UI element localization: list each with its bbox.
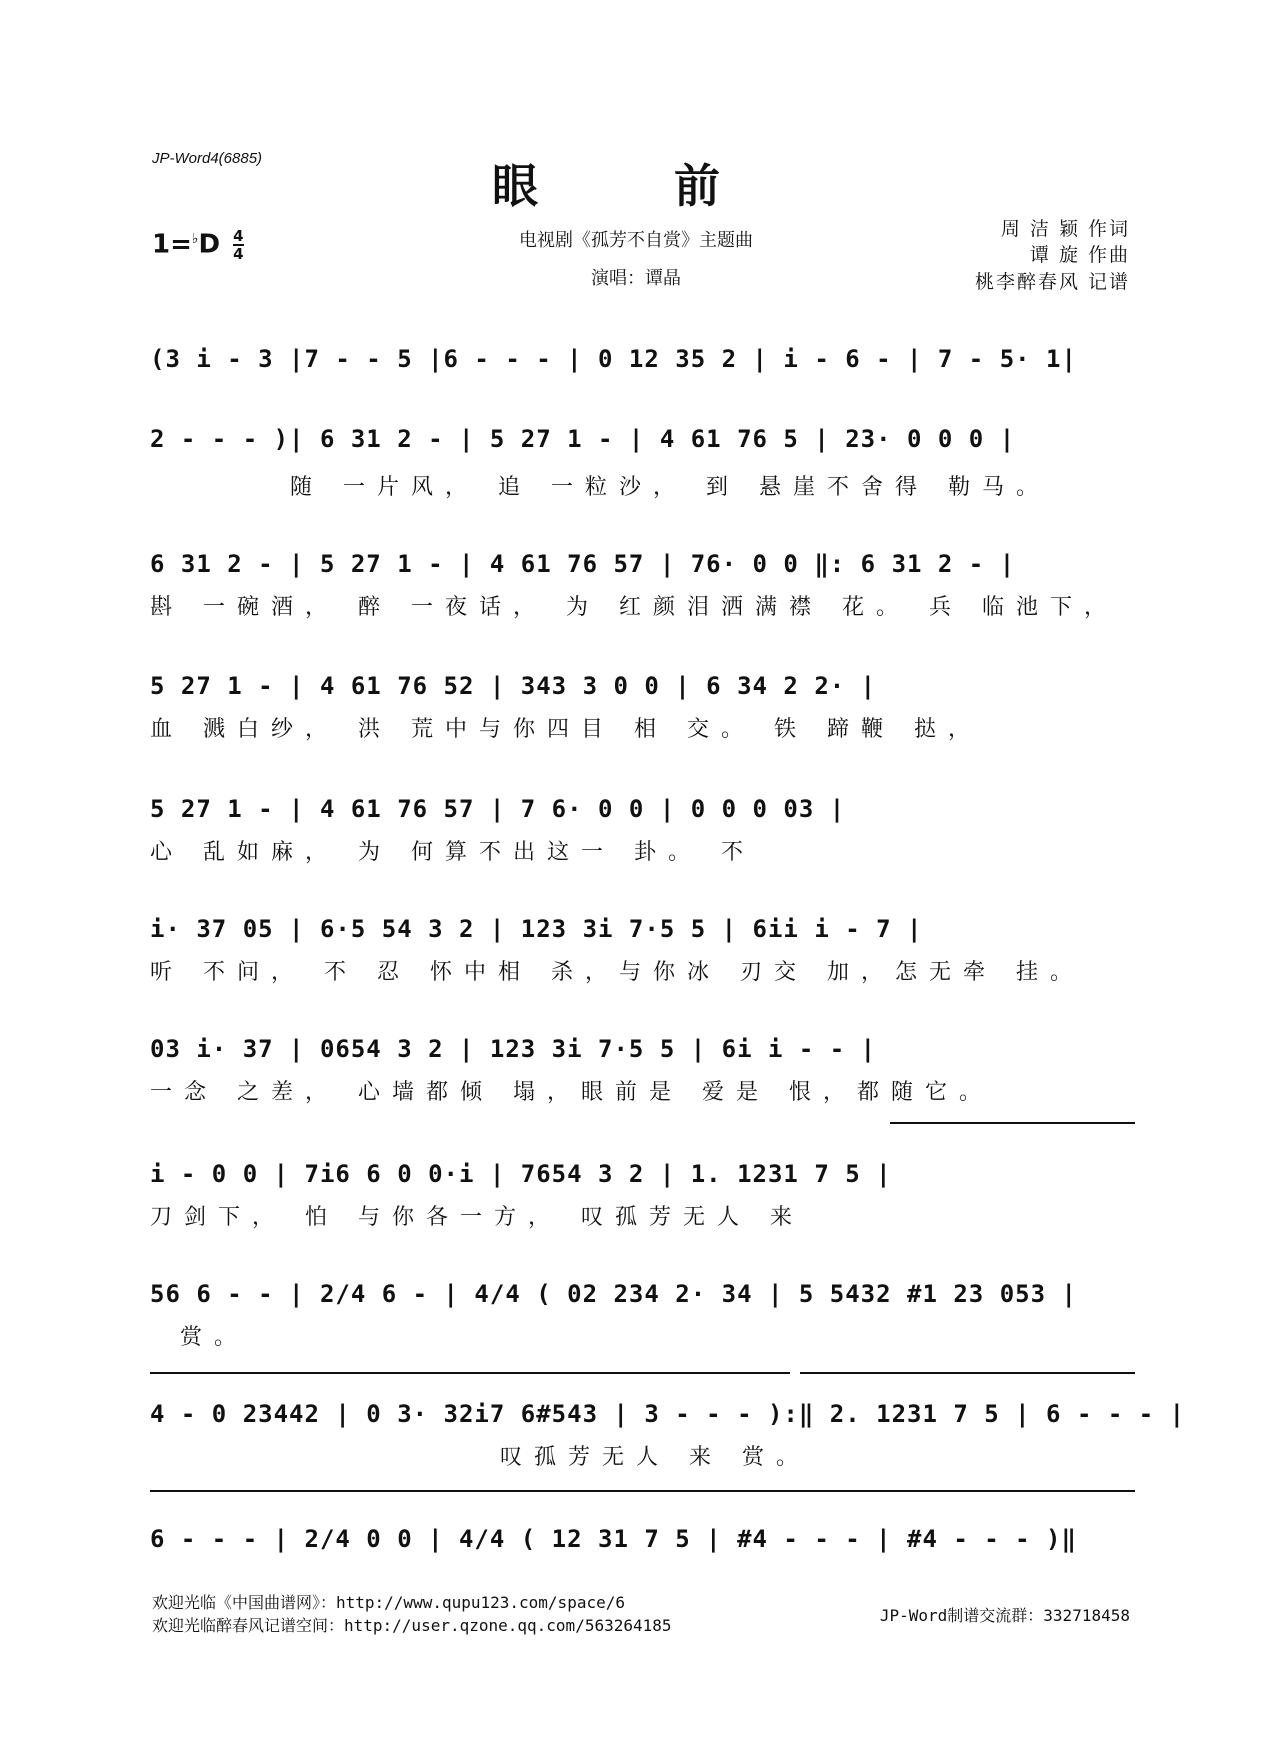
- score-line-3-lyrics: 斟 一碗酒， 醉 一夜话， 为 红颜泪洒满襟 花。 兵 临池下，: [150, 595, 1118, 620]
- software-label: JP-Word4(6885): [152, 150, 263, 167]
- score-line-1-notes: (3 i - 3 |7 - - 5 |6 - - - | 0 12 35 2 | i - 6 - | 7 - 5· 1|: [150, 345, 1077, 373]
- score-line-4-lyrics: 血 溅白纱， 洪 荒中与你四目 相 交。 铁 蹄鞭 挞，: [150, 717, 982, 742]
- score-line-9-lyrics: 赏。: [180, 1325, 249, 1350]
- score-line-2-lyrics: 随 一片风， 追 一粒沙， 到 悬崖不舍得 勒马。: [290, 475, 1050, 500]
- volta-bracket-line: [150, 1372, 790, 1374]
- subtitle: 电视剧《孤芳不自赏》主题曲: [519, 230, 753, 251]
- score-line-6-lyrics: 听 不问， 不 忍 怀中相 杀，与你冰 刃交 加，怎无牵 挂。: [150, 960, 1084, 985]
- score-line-8-lyrics: 刀剑下， 怕 与你各一方， 叹孤芳无人 来: [150, 1205, 804, 1230]
- footer-link-qupu: 欢迎光临《中国曲谱网》：http://www.qupu123.com/space/6: [152, 1593, 625, 1612]
- credit-composer: 谭 旋 作曲: [1029, 244, 1130, 266]
- score-line-2-notes: 2 - - - )| 6 31 2 - | 5 27 1 - | 4 61 76 5 | 23· 0 0 0 |: [150, 425, 1016, 453]
- score-line-7-lyrics: 一念 之差， 心墙都倾 塌，眼前是 爱是 恨，都随它。: [150, 1080, 993, 1105]
- score-line-8-notes: i - 0 0 | 7i6 6 0 0·i | 7654 3 2 | 1. 1231 7 5 |: [150, 1160, 892, 1188]
- key-prefix: 1=: [152, 229, 192, 260]
- credit-transcriber: 桃李醉春风 记谱: [974, 271, 1130, 293]
- page-title: 眼 前: [491, 159, 780, 213]
- time-signature: $\frac{4}{4}$: [233, 227, 244, 263]
- footer-link-qzone: 欢迎光临醉春风记谱空间：http://user.qzone.qq.com/563264185: [152, 1616, 672, 1635]
- volta-bracket-1-line: [890, 1122, 1135, 1124]
- score-line-6-notes: i· 37 05 | 6·5 54 3 2 | 123 3i 7·5 5 | 6ii i - 7 |: [150, 915, 923, 943]
- credit-lyricist: 周 洁 颖 作词: [1000, 218, 1130, 240]
- score-line-5-lyrics: 心 乱如麻， 为 何算不出这一 卦。 不: [150, 840, 755, 865]
- score-line-10-notes: 4 - 0 23442 | 0 3· 32i7 6#543 | 3 - - - ):‖ 2. 1231 7 5 | 6 - - - |: [150, 1400, 1186, 1428]
- score-line-9-notes: 56 6 - - | 2/4 6 - | 4/4 ( 02 234 2· 34 | 5 5432 #1 23 053 |: [150, 1280, 1077, 1308]
- footer-group: JP-Word制谱交流群：332718458: [879, 1606, 1130, 1625]
- score-line-7-notes: 03 i· 37 | 0654 3 2 | 123 3i 7·5 5 | 6i i - - |: [150, 1035, 877, 1063]
- score-line-4-notes: 5 27 1 - | 4 61 76 52 | 343 3 0 0 | 6 34 2 2· |: [150, 672, 877, 700]
- score-line-10-lyrics: 叹孤芳无人 来 赏。: [500, 1445, 810, 1470]
- key-note: D: [198, 229, 221, 260]
- volta-bracket-2-line: [800, 1372, 1135, 1374]
- score-line-11-notes: 6 - - - | 2/4 0 0 | 4/4 ( 12 31 7 5 | #4 - - - | #4 - - - )‖: [150, 1525, 1077, 1553]
- flat-accidental: ♭: [191, 230, 199, 247]
- tie-line: [150, 1490, 1135, 1492]
- singer: 演唱：谭晶: [591, 268, 681, 289]
- score-line-5-notes: 5 27 1 - | 4 61 76 57 | 7 6· 0 0 | 0 0 0 03 |: [150, 795, 846, 823]
- score-line-3-notes: 6 31 2 - | 5 27 1 - | 4 61 76 57 | 76· 0 0 ‖: 6 31 2 - |: [150, 550, 1016, 578]
